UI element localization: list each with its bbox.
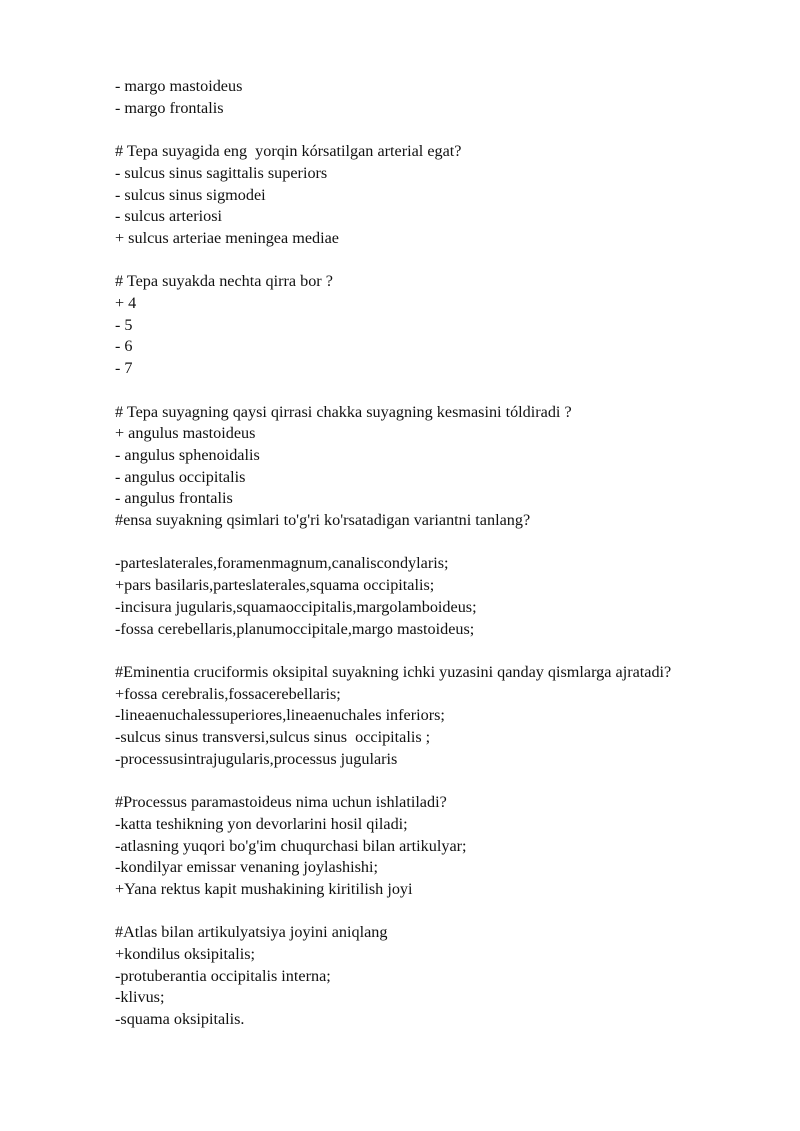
option-line: - margo mastoideus	[115, 77, 243, 95]
option-line: - 5	[115, 315, 133, 334]
option-line: + sulcus arteriae meningea mediae	[115, 228, 339, 247]
option-line: -lineaenuchalessuperiores,lineaenuchales inferiors;	[115, 706, 445, 725]
option-line: -incisura jugularis,squamaoccipitalis,margolamboideus;	[115, 597, 477, 616]
option-line: - sulcus sinus sagittalis superiors	[115, 163, 328, 182]
option-line: -protuberantia occipitalis interna;	[115, 966, 331, 985]
question-text: #Eminentia cruciformis oksipital suyakning ichki yuzasini qanday qismlarga ajratadi?	[115, 662, 672, 681]
option-line: -parteslaterales,foramenmagnum,canaliscondylaris;	[115, 554, 449, 573]
option-line: +kondilus oksipitalis;	[115, 945, 255, 964]
option-line: + 4	[115, 294, 137, 312]
option-line: -fossa cerebellaris,planumoccipitale,margo mastoideus;	[115, 619, 475, 638]
question-block-3	[115, 402, 755, 511]
option-line: - 6	[115, 337, 133, 356]
question-block-7	[115, 922, 755, 1031]
option-line: - angulus sphenoidalis	[115, 445, 260, 464]
question-block-4	[115, 510, 755, 640]
question-text: # Tepa suyagida eng yorqin kórsatilgan arterial egat?	[115, 142, 462, 161]
question-text: # Tepa suyakda nechta qirra bor ?	[115, 272, 333, 291]
option-line: -sulcus sinus transversi,sulcus sinus occipitalis ;	[115, 728, 431, 747]
option-line: + angulus mastoideus	[115, 424, 256, 443]
option-line: -kondilyar emissar venaning joylashishi;	[115, 858, 378, 877]
option-line: -katta teshikning yon devorlarini hosil qiladi;	[115, 814, 408, 833]
option-line: - 7	[115, 359, 133, 378]
question-block-2	[115, 271, 755, 380]
option-line: - sulcus sinus sigmodei	[115, 185, 266, 204]
option-line: +pars basilaris,parteslaterales,squama occipitalis;	[115, 576, 435, 595]
option-line: -klivus;	[115, 988, 165, 1007]
option-line: - angulus occipitalis	[115, 467, 246, 486]
option-line: - sulcus arteriosi	[115, 207, 222, 226]
question-block-5	[115, 662, 755, 771]
blank-line	[115, 532, 755, 554]
question-block-0	[115, 76, 755, 119]
question-block-1	[115, 141, 755, 250]
question-text: #ensa suyakning qsimlari to'g'ri ko'rsatadigan variantni tanlang?	[115, 511, 531, 530]
option-line: - margo frontalis	[115, 98, 224, 117]
question-text: #Atlas bilan artikulyatsiya joyini aniqlang	[115, 923, 388, 942]
question-text: #Processus paramastoideus nima uchun ishlatiladi?	[115, 793, 447, 812]
option-line: -squama oksipitalis.	[115, 1010, 245, 1029]
question-text: # Tepa suyagning qaysi qirrasi chakka suyagning kesmasini tóldiradi ?	[115, 402, 572, 421]
question-block-6	[115, 792, 755, 901]
option-line: -atlasning yuqori bo'g'im chuqurchasi bilan artikulyar;	[115, 836, 467, 855]
option-line: - angulus frontalis	[115, 489, 233, 508]
option-line: -processusintrajugularis,processus jugularis	[115, 749, 398, 768]
option-line: +Yana rektus kapit mushakining kiritilish joyi	[115, 879, 413, 898]
option-line: +fossa cerebralis,fossacerebellaris;	[115, 684, 341, 703]
document-body	[115, 76, 755, 1031]
